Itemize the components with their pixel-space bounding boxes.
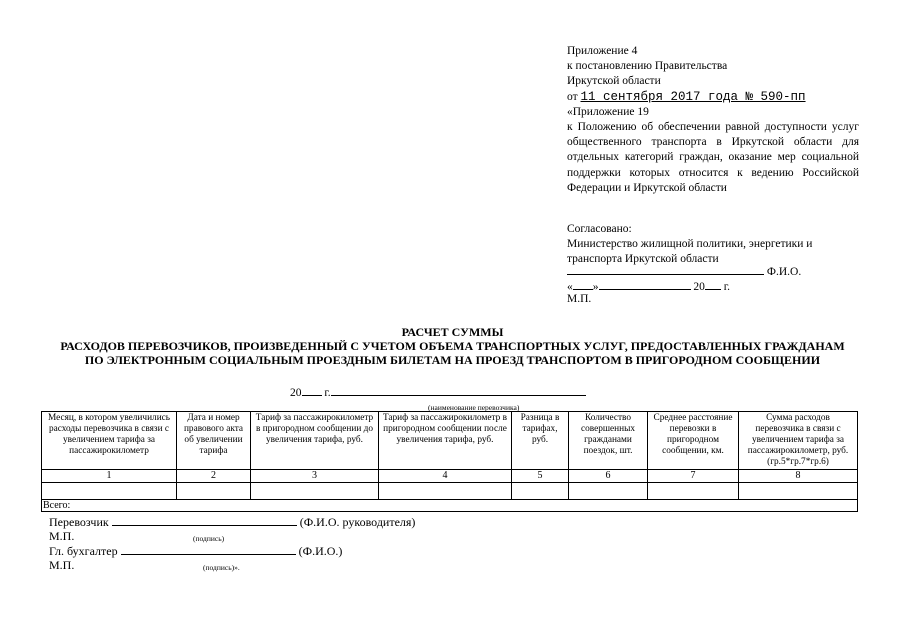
doc-subtitle: РАСХОДОВ ПЕРЕВОЗЧИКОВ, ПРОИЗВЕДЕННЫЙ С УЧЕТОМ ОБЪЕМА ТРАНСПОРТНЫХ УСЛУГ, ПРЕДОСТАВЛЕННЫХ ГРАЖДАНАМ ПО ЭЛЕКТРОННЫМ СОЦИАЛЬНЫМ ПРОЕЗДНЫМ БИЛЕТАМ НА ПРОЕЗД ТРАНСПОРТОМ В ПРИГОРОДНОМ СООБЩЕНИИ (60, 339, 845, 367)
approval-ministry: Министерство жилищной политики, энергетики и транспорта Иркутской области (567, 238, 813, 266)
carrier-name-blank (331, 384, 586, 396)
header-cell: Месяц, в котором увеличились расходы перевозчика в связи с увеличением тарифа за пассажирокилометр (42, 412, 177, 470)
accountant-label: Гл. бухгалтер (49, 544, 118, 558)
column-number: 7 (648, 470, 739, 483)
accountant-fio: (Ф.И.О.) (298, 544, 343, 558)
header-cell: Тариф за пассажирокилометр в пригородном сообщении после увеличения тарифа, руб. (379, 412, 512, 470)
year-prefix: 20 (693, 281, 705, 293)
date-prefix: от (567, 90, 578, 103)
date-value: 11 сентября 2017 года № 590-пп (580, 89, 806, 104)
appendix-block (567, 44, 859, 196)
table-row (42, 483, 858, 500)
empty-cell (648, 483, 739, 500)
header-cell: Дата и номер правового акта об увеличении тарифа (177, 412, 251, 470)
stamp-2: М.П. (49, 558, 75, 572)
year-line-blank (302, 384, 322, 396)
year-blank (705, 278, 721, 290)
column-number: 3 (251, 470, 379, 483)
signature-caption-1: (подпись) (193, 534, 225, 543)
doc-title: РАСЧЕТ СУММЫ (401, 325, 504, 339)
column-number-row (42, 470, 858, 483)
empty-cell (251, 483, 379, 500)
carrier-signature-blank (112, 514, 297, 526)
quote-close: » (592, 281, 599, 293)
carrier-name-caption: (наименование перевозчика) (428, 403, 520, 412)
header-cell: Разница в тарифах, руб. (512, 412, 569, 470)
signature-line (567, 263, 764, 275)
empty-cell (379, 483, 512, 500)
approval-date-line (567, 278, 730, 293)
column-number: 5 (512, 470, 569, 483)
year-line-prefix: 20 (290, 387, 302, 399)
carrier-signature-line (49, 514, 415, 530)
total-label: Всего: (42, 500, 858, 512)
year-suffix: г. (723, 281, 731, 293)
approval-fio-line (567, 263, 801, 278)
empty-cell (569, 483, 648, 500)
approval-fio: Ф.И.О. (766, 266, 802, 278)
month-blank (599, 278, 691, 290)
column-number: 1 (42, 470, 177, 483)
empty-cell (177, 483, 251, 500)
quote-open: « (567, 281, 573, 293)
signature-caption-2: (подпись)». (203, 563, 240, 572)
approval-agreed: Согласовано: (567, 223, 632, 235)
empty-cell (42, 483, 177, 500)
year-carrier-line (290, 384, 586, 399)
header-cell: Количество совершенных гражданами поездок, шт. (569, 412, 648, 470)
empty-cell (512, 483, 569, 500)
carrier-fio: (Ф.И.О. руководителя) (299, 515, 416, 529)
stamp-1: М.П. (49, 529, 75, 543)
empty-cell (739, 483, 858, 500)
header-cell: Сумма расходов перевозчика в связи с увеличением тарифа за пассажирокилометр, руб. (гр.5*гр.7*гр.6) (739, 412, 858, 470)
accountant-signature-line (49, 543, 342, 559)
appendix-date-line (567, 90, 859, 105)
accountant-signature-blank (121, 543, 296, 555)
appendix-region: Иркутской области (567, 75, 661, 88)
appendix-resolution: к постановлению Правительства (567, 60, 728, 73)
calculation-table (41, 411, 858, 512)
year-line-suffix: г. (324, 387, 331, 399)
approval-stamp: М.П. (567, 293, 592, 305)
appendix-19: «Приложение 19 (567, 105, 649, 118)
column-number: 4 (379, 470, 512, 483)
table-header-row (42, 412, 858, 470)
column-number: 2 (177, 470, 251, 483)
header-cell: Тариф за пассажирокилометр в пригородном сообщении до увеличения тарифа, руб. (251, 412, 379, 470)
regulation-text: к Положению об обеспечении равной доступности услуг общественного транспорта в Иркутской области для отдельных категорий граждан, оказание мер социальной поддержки которых относится к ведению Российской Федерации и Иркутской области (567, 121, 859, 194)
appendix-number: Приложение 4 (567, 45, 638, 57)
carrier-label: Перевозчик (49, 515, 109, 529)
day-blank (573, 278, 593, 290)
column-number: 6 (569, 470, 648, 483)
column-number: 8 (739, 470, 858, 483)
total-row (42, 500, 858, 512)
header-cell: Среднее расстояние перевозки в пригородном сообщении, км. (648, 412, 739, 470)
